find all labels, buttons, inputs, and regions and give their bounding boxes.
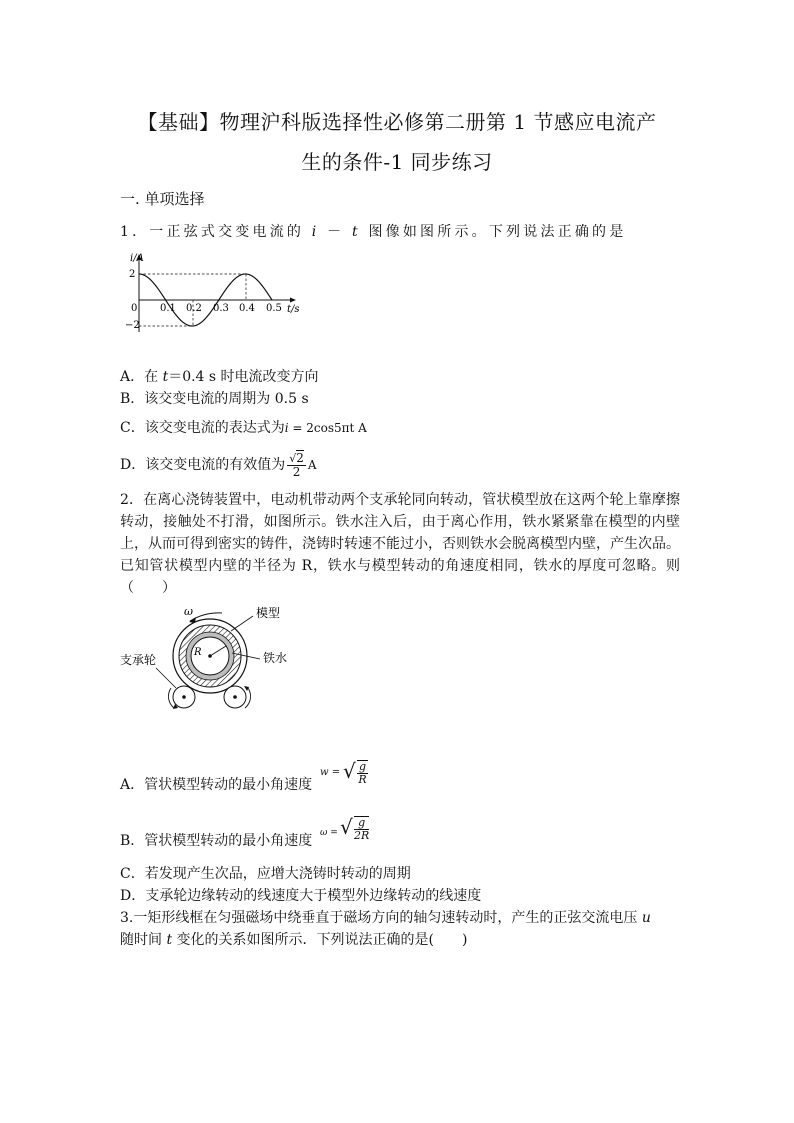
q1-option-d-unit: A [307,458,317,472]
document-title-line-2: 生的条件-1 同步练习 [301,150,493,174]
wheel-right-arrow-icon [244,686,249,691]
q1-stem-i: i [311,224,320,240]
q1-option-d-text: D．该交变电流的有效值为 [120,457,286,473]
label-model: 模型 [256,606,281,620]
radius-label: R [194,647,202,658]
sqrt-radicand: 2 [296,450,304,465]
q2-option-b-fraction [354,816,369,842]
q1-option-a-text: ＝0.4 s 时电流改变方向 [168,369,319,385]
origin-label: 0 [131,303,138,314]
q2-option-d[interactable]: D．支承轮边缘转动的线速度大于模型外边缘转动的线速度 [120,888,482,904]
q3-u-symbol: u [641,910,651,926]
wheel-right-axle [233,695,237,699]
y-tick-2: 2 [129,269,136,280]
wheel-leader-line [156,668,176,688]
x-axis-label: t/s [287,304,300,315]
omega-label: ω [184,605,193,618]
q1-it-graph [116,250,316,335]
section-heading: 一. 单项选择 [120,190,205,208]
y-tick-neg-2: −2 [125,320,140,331]
q1-option-b[interactable]: B．该交变电流的周期为 0.5 s [120,391,309,407]
q1-stem-t: t [351,224,361,240]
question-3-stem-line-1 [120,907,651,929]
sqrt-sign-icon: √ [343,759,356,783]
question-2-stem: 2．在离心浇铸装置中，电动机带动两个支承轮同向转动，管状模型放在这两个轮上靠摩擦转动，接触处不打滑，如图所示。铁水注入后，由于离心作用，铁水紧紧靠在模型的内壁上，从而可得到密实的铸件，浇铸时转速不能过小，否则铁水会脱离模型内壁，产生次品。已知管状模型内壁的半径为 R，铁水与模型转动的角速度相同，铁水的厚度可忽略。则（ ） [120,492,680,596]
question-1-stem [120,221,626,243]
fraction-denominator: 2R [354,829,370,842]
q1-option-a-prefix: A．在 [120,369,163,385]
label-iron: 铁水 [263,651,288,665]
x-tick-0.1: 0.1 [160,303,176,314]
x-tick-0.2: 0.2 [186,303,202,314]
label-wheel: 支承轮 [120,653,157,667]
fraction-numerator: g [354,817,369,830]
q3-t-symbol: t [166,932,173,948]
q3-line-2-text: 变化的关系如图所示．下列说法正确的是( ) [172,932,468,948]
q3-line-1-text: 3.一矩形线框在匀强磁场中绕垂直于磁场方向的轴匀速转动时，产生的正弦交流电压 [120,910,642,926]
y-axis-label: i/A [130,253,144,264]
q2-option-c[interactable]: C．若发现产生次品，应增大浇铸时转动的周期 [120,866,411,882]
fraction-numerator [287,452,306,466]
model-leader-line [231,616,253,631]
q2-option-b-omega: ω = [320,828,338,838]
q1-stem-text: 1．一正弦式交变电流的 [120,224,312,240]
q1-option-d[interactable] [120,451,317,479]
q1-option-c-i: i [284,421,289,435]
x-tick-0.3: 0.3 [213,303,229,314]
q2-option-b-text: B．管状模型转动的最小角速度 [120,833,313,849]
q3-line-2-prefix: 随时间 [120,932,167,948]
q1-option-a-t: t [162,369,169,385]
sqrt-sign-icon: √ [340,815,353,839]
q1-stem-dash: － [319,224,352,240]
q2-option-a-omega: w = [320,767,341,778]
question-3-stem-line-2 [120,929,467,951]
q1-option-c-text: C．该交变电流的表达式为 [120,420,285,436]
q1-option-a[interactable] [120,366,319,388]
sqrt-sign-icon: √ [289,451,297,465]
q2-centrifugal-casting-figure [116,600,306,720]
q2-option-a-fraction [357,760,368,786]
x-axis-arrow [290,298,296,303]
fraction-denominator: 2 [292,464,301,479]
x-tick-0.4: 0.4 [239,303,255,314]
q1-stem-tail: 图像如图所示。下列说法正确的是 [360,224,627,240]
x-tick-0.5: 0.5 [266,303,282,314]
document-title-line-1: 【基础】物理沪科版选择性必修第二册第 1 节感应电流产 [137,110,657,134]
q2-option-a-text: A．管状模型转动的最小角速度 [120,777,313,793]
fraction-denominator: R [358,773,367,786]
q1-option-c-expression: = 2cos5πt A [288,421,367,435]
q1-option-d-fraction [287,452,306,479]
q1-option-c[interactable] [120,417,367,439]
fraction-numerator: g [359,760,367,773]
wheel-left-axle [182,695,186,699]
